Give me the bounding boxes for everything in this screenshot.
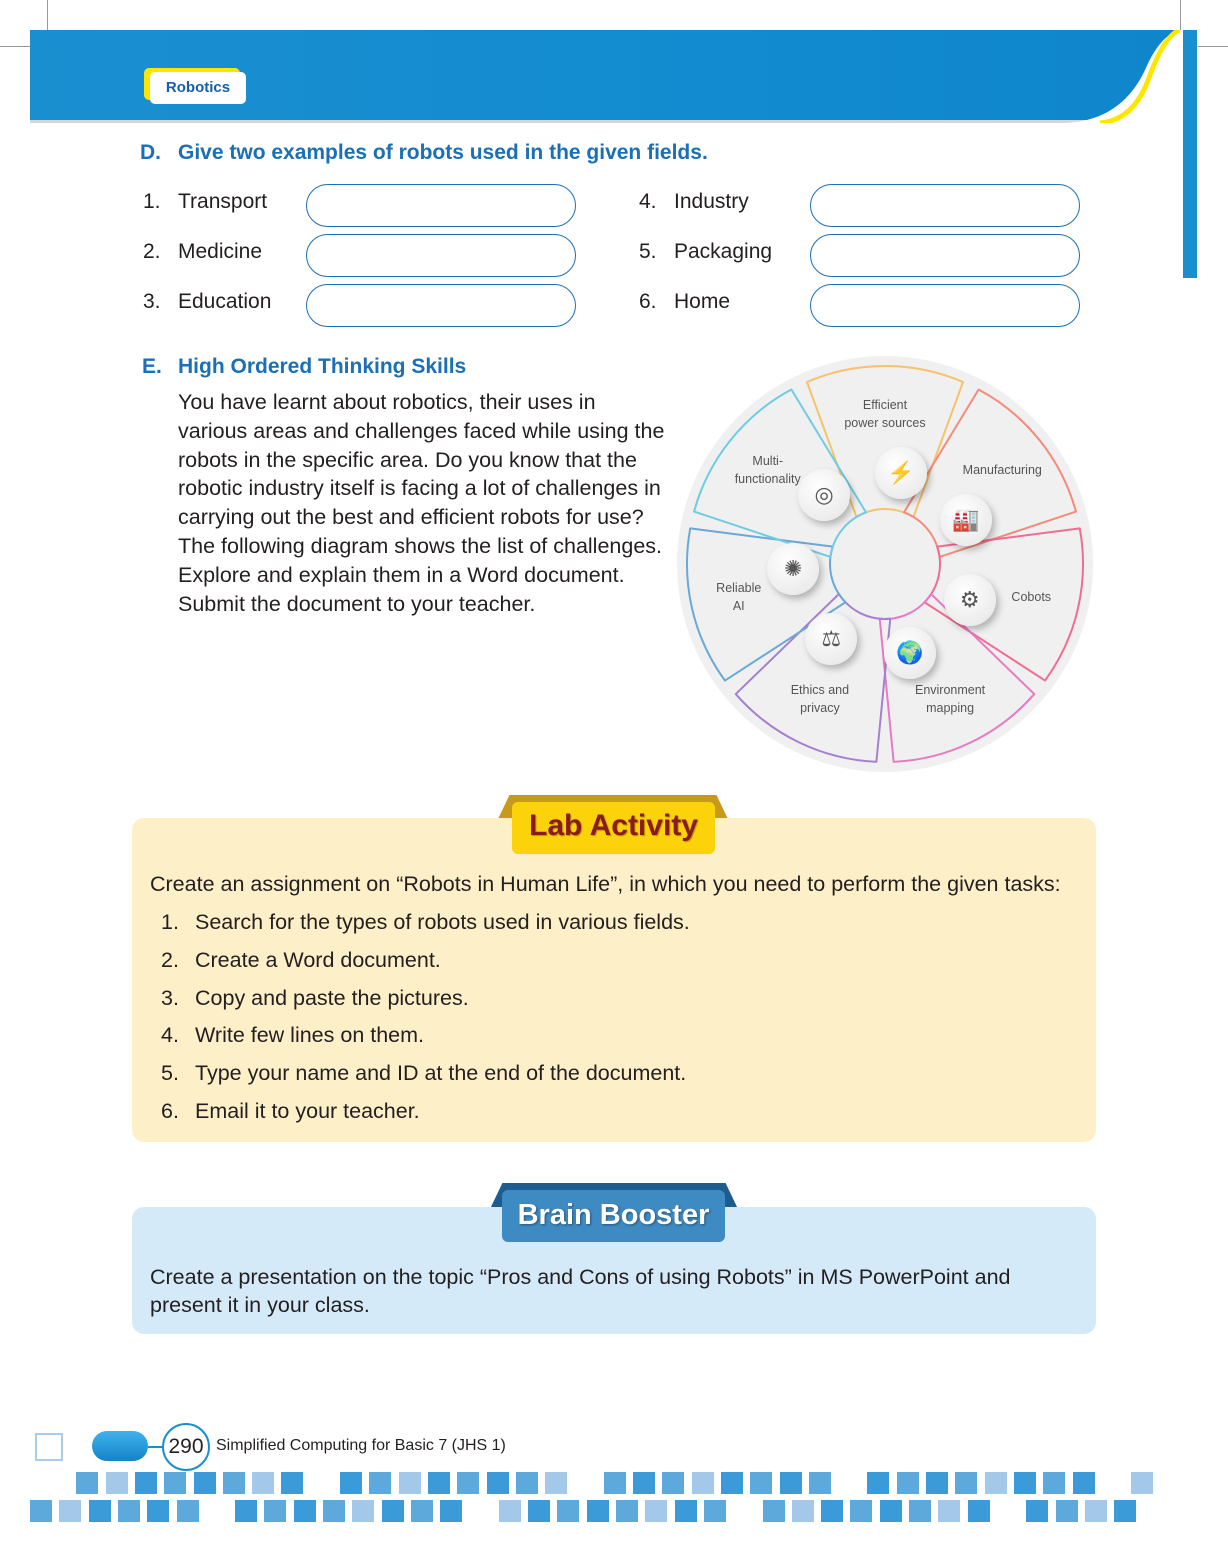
- footer-decor-square: [809, 1472, 831, 1494]
- footer-decor-square: [1026, 1500, 1048, 1522]
- item-number: 2.: [143, 240, 161, 263]
- lab-intro: Create an assignment on “Robots in Human Life”, in which you need to perform the given tasks:: [150, 872, 1061, 896]
- chapter-tag: Robotics: [150, 72, 246, 104]
- item-number: 5.: [639, 240, 657, 263]
- item-label: Industry: [674, 190, 749, 213]
- footer-decor-square: [1014, 1472, 1036, 1494]
- footer-decor-square: [440, 1500, 462, 1522]
- section-e-letter: E.: [142, 355, 162, 378]
- footer-decor-square: [750, 1472, 772, 1494]
- footer-decor-square: [692, 1472, 714, 1494]
- section-d-letter: D.: [140, 141, 161, 164]
- section-e-title: High Ordered Thinking Skills: [178, 355, 467, 378]
- item-number: 3.: [143, 290, 161, 313]
- footer-decor-square: [194, 1472, 216, 1494]
- item-number: 6.: [639, 290, 657, 313]
- footer-decor-square: [662, 1472, 684, 1494]
- footer-decor-square: [792, 1500, 814, 1522]
- footer-decor-square: [955, 1472, 977, 1494]
- footer-decor-square: [457, 1472, 479, 1494]
- footer-decor-square: [369, 1472, 391, 1494]
- footer-decor-square: [340, 1472, 362, 1494]
- footer-decor-square: [281, 1472, 303, 1494]
- footer-decor-square: [487, 1472, 509, 1494]
- segment-label: Ethics and privacy: [790, 683, 850, 716]
- item-label: Home: [674, 290, 731, 313]
- footer-decor-square: [867, 1472, 889, 1494]
- footer-pill-icon: [92, 1431, 148, 1461]
- page-number: 290: [162, 1423, 210, 1471]
- item-number: 1.: [143, 190, 161, 213]
- footer-decor-square: [604, 1472, 626, 1494]
- footer-decor-square: [164, 1472, 186, 1494]
- footer-decor-square: [763, 1500, 785, 1522]
- footer-decor-square: [147, 1500, 169, 1522]
- item-label: Education: [178, 290, 272, 313]
- answer-input[interactable]: [810, 284, 1080, 327]
- task-number: 2.: [161, 947, 179, 972]
- footer-decor-square: [850, 1500, 872, 1522]
- footer-decor-square: [30, 1500, 52, 1522]
- globe-hand-icon: 🌍: [884, 627, 936, 679]
- footer-decor-square: [516, 1472, 538, 1494]
- footer-decor-square: [399, 1472, 421, 1494]
- footer-decor-square: [645, 1500, 667, 1522]
- footer-decor-square: [118, 1500, 140, 1522]
- footer-decor-square: [135, 1472, 157, 1494]
- item-number: 4.: [639, 190, 657, 213]
- footer-decor-square: [89, 1500, 111, 1522]
- footer-decor-square: [545, 1472, 567, 1494]
- footer-decor-square: [926, 1472, 948, 1494]
- footer-decor-square: [106, 1472, 128, 1494]
- task-number: 6.: [161, 1099, 179, 1123]
- crop-mark: [0, 46, 30, 47]
- segment-label: Manufacturing: [962, 463, 1042, 478]
- footer-decor-square: [235, 1500, 257, 1522]
- footer-decor-square: [780, 1472, 802, 1494]
- footer-decor-square: [1073, 1472, 1095, 1494]
- footer-decor-square: [1085, 1500, 1107, 1522]
- section-d-title: Give two examples of robots used in the given fields.: [178, 141, 708, 164]
- task-text: Email it to your teacher.: [195, 1099, 420, 1123]
- crop-mark: [1180, 0, 1181, 30]
- footer-decor-square: [264, 1500, 286, 1522]
- footer-decor-square: [704, 1500, 726, 1522]
- footer-square-icon: [35, 1433, 63, 1461]
- footer-decor-square: [675, 1500, 697, 1522]
- answer-input[interactable]: [306, 184, 576, 227]
- section-e-paragraph: You have learnt about robotics, their uses in various areas and challenges faced while using the robots in the specific area. Do you know that the robotic industry itself is facing a lot of challenges in carrying out the best and efficient robots for use? The following diagram shows the list of challenges. Explore and explain them in a Word document. Submit the document to your teacher.: [178, 390, 665, 616]
- footer-decor-square: [59, 1500, 81, 1522]
- item-label: Packaging: [674, 240, 773, 263]
- footer-decor-square: [177, 1500, 199, 1522]
- footer-decor-square: [721, 1472, 743, 1494]
- book-title: Simplified Computing for Basic 7 (JHS 1): [216, 1437, 506, 1454]
- item-label: Transport: [178, 190, 268, 213]
- segment-label: Multi- functionality: [734, 454, 801, 487]
- robot-arm-icon: ⚙: [944, 574, 996, 626]
- footer-decor-square: [252, 1472, 274, 1494]
- side-bar: [1183, 30, 1197, 278]
- segment-label: Reliable AI: [716, 581, 762, 614]
- answer-input[interactable]: [306, 284, 576, 327]
- task-text: Type your name and ID at the end of the document.: [195, 1061, 687, 1086]
- footer-decor-square: [909, 1500, 931, 1522]
- target-icon: ◎: [798, 469, 850, 521]
- footer-decor-square: [1056, 1500, 1078, 1522]
- footer-decor-square: [352, 1500, 374, 1522]
- task-number: 1.: [161, 910, 179, 934]
- footer-decor-square: [411, 1500, 433, 1522]
- item-label: Medicine: [178, 240, 263, 263]
- lab-activity-title: Lab Activity: [512, 802, 715, 854]
- crop-mark: [1198, 46, 1228, 47]
- footer-decor-square: [1131, 1472, 1153, 1494]
- footer-decor-square: [897, 1472, 919, 1494]
- footer-decor-square: [1043, 1472, 1065, 1494]
- footer-decor-square: [985, 1472, 1007, 1494]
- task-text: Search for the types of robots used in various fields.: [195, 910, 690, 934]
- footer-decor-square: [587, 1500, 609, 1522]
- footer-decor-square: [76, 1472, 98, 1494]
- task-text: Copy and paste the pictures.: [195, 985, 469, 1010]
- footer-decor-square: [938, 1500, 960, 1522]
- task-number: 3.: [161, 985, 179, 1010]
- task-text: Write few lines on them.: [195, 1023, 425, 1048]
- footer-decor-square: [382, 1500, 404, 1522]
- answer-input[interactable]: [810, 184, 1080, 227]
- segment-label: Efficient power sources: [844, 398, 926, 430]
- footer-decor-square: [428, 1472, 450, 1494]
- footer-decor-square: [323, 1500, 345, 1522]
- scales-icon: ⚖: [805, 613, 857, 665]
- challenges-diagram: [675, 354, 1097, 774]
- segment-label: Cobots: [1011, 590, 1052, 605]
- task-number: 4.: [161, 1023, 179, 1048]
- task-text: Create a Word document.: [195, 947, 441, 972]
- footer-decor-square: [528, 1500, 550, 1522]
- brain-booster-text: Create a presentation on the topic “Pros and Cons of using Robots” in MS PowerPoint and present it in your class.: [150, 1265, 1011, 1317]
- lab-activity-box: [132, 818, 1096, 1142]
- footer-decor-square: [1114, 1500, 1136, 1522]
- footer-decor-square: [968, 1500, 990, 1522]
- footer-decor-square: [821, 1500, 843, 1522]
- footer-decor-square: [616, 1500, 638, 1522]
- segment-label: Environment mapping: [914, 683, 986, 716]
- brain-booster-title: Brain Booster: [502, 1190, 725, 1242]
- banner-swoosh: [1060, 30, 1180, 123]
- footer-decor-square: [633, 1472, 655, 1494]
- chip-icon: ✺: [767, 543, 819, 595]
- footer-decor-square: [499, 1500, 521, 1522]
- factory-icon: 🏭: [940, 494, 992, 546]
- footer-decor-square: [880, 1500, 902, 1522]
- wind-turbine-icon: ⚡: [875, 447, 927, 499]
- footer-decor-square: [223, 1472, 245, 1494]
- footer-decor-square: [557, 1500, 579, 1522]
- task-number: 5.: [161, 1061, 179, 1086]
- footer-decor-square: [294, 1500, 316, 1522]
- answer-input[interactable]: [306, 234, 576, 277]
- answer-input[interactable]: [810, 234, 1080, 277]
- crop-mark: [47, 0, 48, 30]
